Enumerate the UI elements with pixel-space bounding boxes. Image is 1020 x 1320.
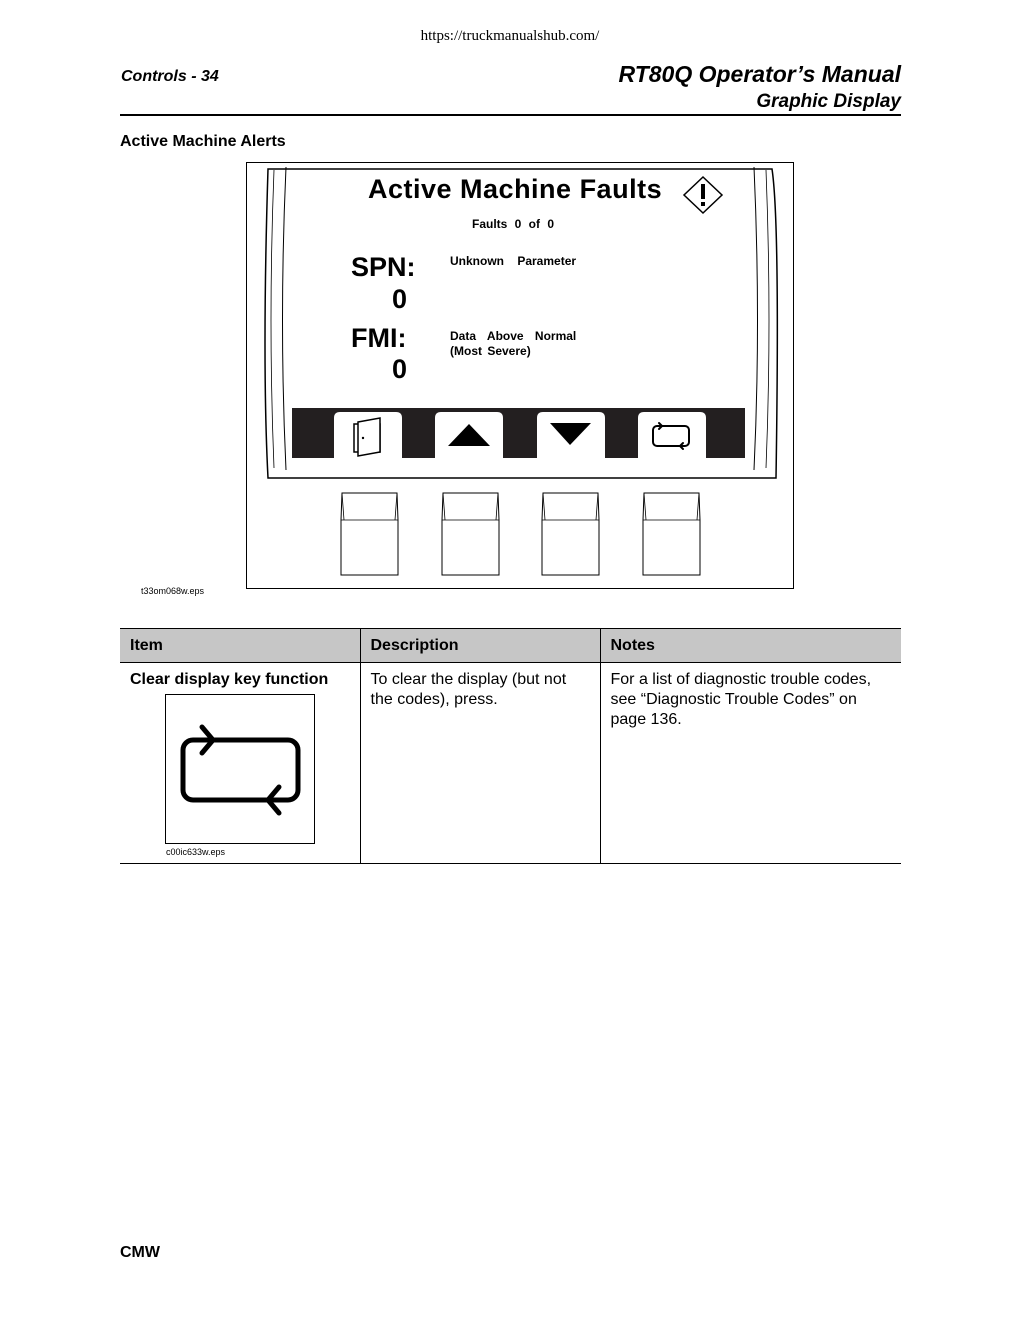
softkey-exit[interactable] (334, 412, 402, 458)
hardware-button-2[interactable] (442, 493, 499, 575)
header-description: Description (360, 629, 600, 663)
manual-subtitle: Graphic Display (756, 91, 901, 112)
header-item: Item (120, 629, 360, 663)
fmi-description-line-2: (Most Severe) (450, 344, 531, 358)
spn-description: Unknown Parameter (450, 254, 577, 268)
header-notes: Notes (600, 629, 901, 663)
icon-reference: c00ic633w.eps (166, 847, 226, 857)
spn-value: 0 (392, 284, 408, 314)
item-name: Clear display key function (130, 671, 329, 688)
hardware-button-3[interactable] (542, 493, 599, 575)
cell-notes: For a list of diagnostic trouble codes, see “Diagnostic Trouble Codes” on page 136. (600, 663, 901, 864)
screen-title: Active Machine Faults (368, 174, 663, 204)
cell-item (120, 663, 360, 864)
table-header-row (120, 629, 901, 663)
faults-counter: Faults 0 of 0 (472, 217, 555, 231)
hardware-button-1[interactable] (341, 493, 398, 575)
manual-title: RT80Q Operator’s Manual (618, 61, 901, 87)
section-title: Active Machine Alerts (120, 133, 286, 150)
fmi-value: 0 (392, 354, 408, 384)
softkey-up[interactable] (435, 412, 503, 458)
clear-icon-box (165, 694, 315, 857)
table-row (120, 663, 901, 864)
softkey-down[interactable] (537, 412, 605, 458)
header-rule (120, 114, 901, 116)
figure-reference: t33om068w.eps (141, 586, 205, 596)
source-url[interactable]: https://truckmanualshub.com/ (420, 28, 600, 44)
hardware-button-4[interactable] (643, 493, 700, 575)
spn-label: SPN: (351, 252, 416, 282)
exit-door-icon (354, 418, 380, 456)
softkey-clear[interactable] (638, 412, 706, 458)
fmi-description-line-1: Data Above Normal (450, 329, 577, 343)
cell-description: To clear the display (but not the codes), press. (360, 663, 600, 864)
key-function-table (120, 628, 901, 864)
fmi-label: FMI: (351, 323, 407, 353)
section-page-label: Controls - 34 (121, 68, 219, 85)
clear-cycle-icon (166, 695, 314, 843)
footer-label: CMW (120, 1244, 160, 1261)
